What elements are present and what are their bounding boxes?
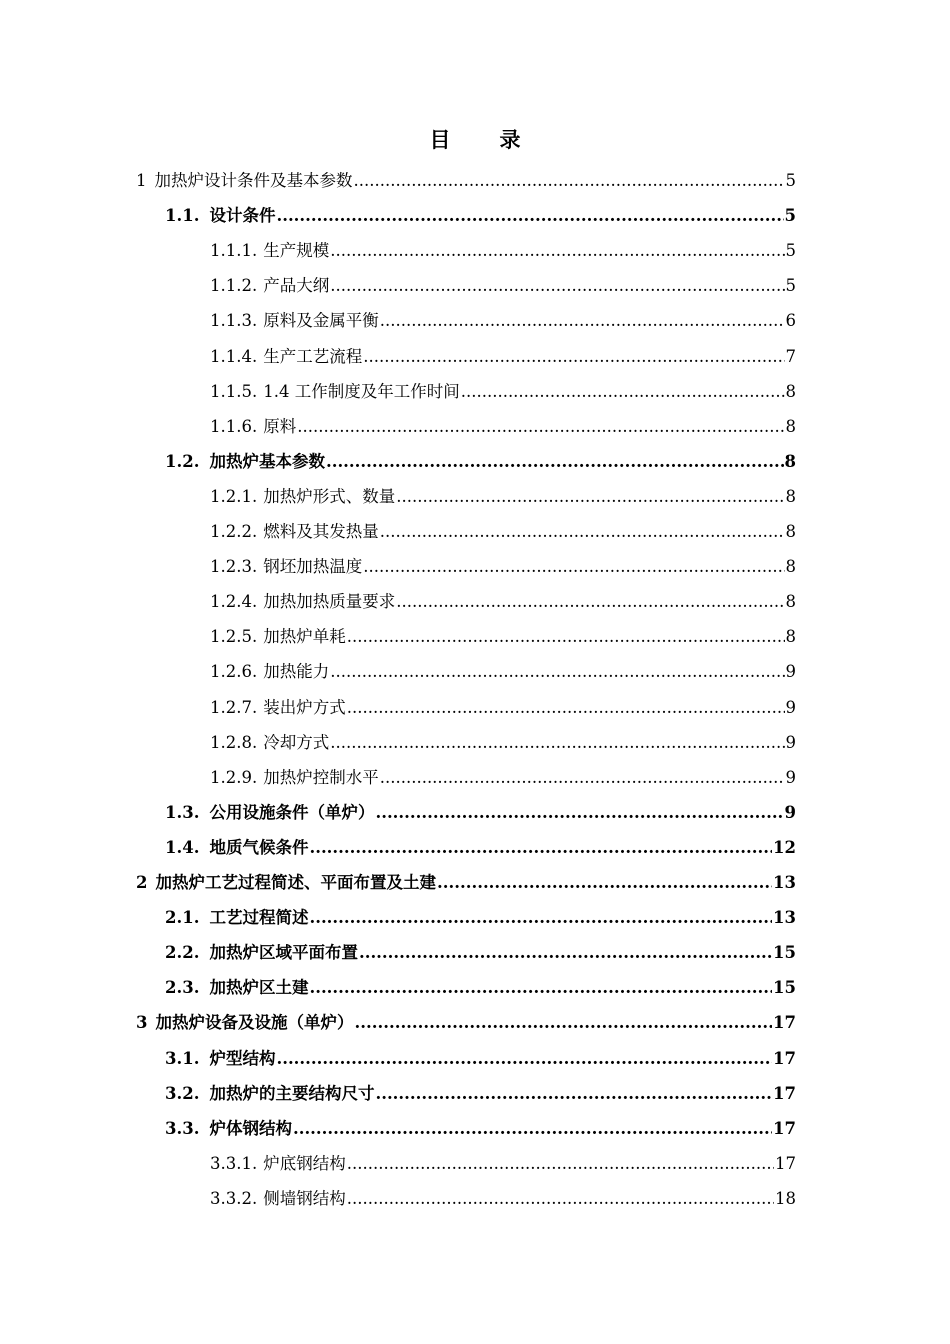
toc-entry[interactable] [165,1075,796,1105]
toc-dot-leader [330,732,784,754]
toc-dot-leader [330,275,784,297]
toc-dot-leader [363,556,784,578]
toc-entry-number: 3.1. [165,1048,200,1068]
toc-dot-leader [330,661,784,683]
toc-entry-number: 1.2.4. [210,592,258,612]
toc-entry-number: 2.1. [165,908,200,928]
toc-entry-page-number: 17 [775,1153,796,1173]
toc-entry-title: 原料 [263,416,297,436]
toc-entry-page-number: 18 [775,1188,796,1208]
toc-entry-number: 1.1.1. [210,241,258,261]
toc-entry[interactable] [210,548,796,578]
toc-dot-leader [380,767,785,789]
toc-dot-leader [359,942,772,964]
toc-entry-page-number: 8 [785,627,796,647]
toc-entry[interactable] [210,1180,796,1210]
toc-entry-title: 加热炉形式、数量 [263,486,396,506]
toc-entry-title: 原料及金属平衡 [263,311,379,331]
toc-entry-page-number: 17 [773,1048,796,1068]
toc-entry-page-number: 9 [785,662,796,682]
toc-entry-page-number: 8 [785,592,796,612]
toc-entry-number: 1.2.7. [210,697,258,717]
toc-entry-page-number: 8 [785,381,796,401]
toc-dot-leader [347,1188,774,1210]
toc-entry-title: 加热能力 [263,662,330,682]
toc-entry[interactable] [210,302,796,332]
toc-entry-page-number: 6 [785,311,796,331]
toc-entry-number: 1.1.2. [210,276,258,296]
toc-entry-page-number: 5 [785,241,796,261]
toc-entry-number: 1 [136,171,147,190]
toc-dot-leader [347,1153,774,1175]
toc-entry-title: 加热炉单耗 [263,627,346,647]
toc-entry-title: 加热加热质量要求 [263,592,396,612]
toc-entry-number: 1.2.6. [210,662,258,682]
toc-entry[interactable] [165,829,796,859]
toc-dot-leader [363,346,784,368]
toc-dot-leader [330,240,784,262]
toc-dot-leader [380,310,785,332]
toc-dot-leader [309,907,772,929]
toc-dot-leader [396,486,784,508]
toc-entry[interactable] [210,583,796,613]
toc-entry[interactable] [210,689,796,719]
toc-entry[interactable] [165,934,796,964]
toc-entry-title: 加热炉基本参数 [209,451,325,471]
toc-dot-leader [326,451,784,473]
toc-entry-number: 1.1. [165,206,200,226]
toc-entry-title: 炉型结构 [209,1048,276,1068]
toc-entry-number: 3.2. [165,1083,200,1103]
toc-entry-number: 1.2.3. [210,557,258,577]
toc-entry-number: 3 [136,1013,148,1033]
toc-entry-title: 加热炉的主要结构尺寸 [209,1083,375,1103]
toc-entry-page-number: 13 [773,873,796,892]
toc-entry-title: 燃料及其发热量 [263,522,379,541]
toc-entry[interactable] [165,197,796,227]
toc-dot-leader [380,521,785,543]
toc-entry-title: 生产工艺流程 [263,346,363,366]
toc-entry-number: 1.2.8. [210,732,258,752]
toc-entry-number: 1.3. [165,802,200,822]
toc-entry-title: 加热炉控制水平 [263,767,379,787]
toc-entry-title: 公用设施条件（单炉） [209,802,375,822]
toc-entry[interactable] [210,618,796,648]
toc-entry[interactable] [210,478,796,508]
toc-dot-leader [309,837,772,859]
toc-entry[interactable] [165,1040,796,1070]
toc-entry-number: 1.1.6. [210,416,258,436]
toc-entry-title: 生产规模 [263,241,330,261]
toc-entry-page-number: 15 [773,943,796,963]
toc-entry-number: 1.1.5. [210,381,258,401]
toc-entry-page-number: 8 [785,557,796,577]
toc-entry-title: 装出炉方式 [263,697,346,717]
toc-entry-page-number: 8 [784,451,796,471]
toc-entry[interactable] [210,373,796,403]
toc-dot-leader [354,170,785,192]
toc-entry[interactable] [136,864,796,894]
toc-entry[interactable] [210,267,796,297]
toc-entry-title: 加热炉区土建 [209,978,309,998]
toc-entry-number: 2.3. [165,978,200,998]
toc-entry[interactable] [210,724,796,754]
toc-entry[interactable] [210,759,796,789]
toc-dot-leader [437,872,772,894]
toc-dot-leader [347,626,785,648]
toc-entry-title: 加热炉区域平面布置 [209,943,358,963]
toc-entry[interactable] [136,162,796,192]
toc-entry-title: 工艺过程简述 [209,908,309,928]
toc-entry-title: 加热炉工艺过程简述、平面布置及土建 [155,873,436,892]
toc-entry-page-number: 9 [785,697,796,717]
toc-dot-leader [375,1083,772,1105]
toc-entry-page-number: 17 [773,1083,796,1103]
toc-entry[interactable] [210,232,796,262]
toc-entry-title: 侧墙钢结构 [263,1188,346,1208]
toc-entry-title: 产品大纲 [263,276,330,296]
toc-entry[interactable] [165,794,796,824]
toc-entry[interactable] [210,408,796,438]
toc-entry-page-number: 15 [773,978,796,998]
toc-entry-title: 1.4 工作制度及年工作时间 [263,381,460,401]
toc-dot-leader [347,697,785,719]
toc-dot-leader [276,205,783,227]
toc-entry-title: 加热炉设备及设施（单炉） [155,1013,354,1033]
toc-entry[interactable] [210,338,796,368]
toc-entry-number: 1.1.3. [210,311,258,331]
toc-entry-title: 炉底钢结构 [263,1153,346,1173]
toc-entry[interactable] [165,1110,796,1140]
toc-entry-page-number: 17 [773,1013,796,1033]
toc-entry-page-number: 17 [773,1118,796,1138]
toc-entry[interactable] [165,443,796,473]
toc-entry[interactable] [165,899,796,929]
toc-entry[interactable] [210,513,796,543]
toc-entry-number: 3.3.1. [210,1153,258,1173]
toc-entry-number: 1.2.9. [210,767,258,787]
toc-entry-page-number: 8 [785,486,796,506]
toc-entry-title: 炉体钢结构 [209,1118,292,1138]
toc-dot-leader [293,1118,772,1140]
toc-entry-title: 钢坯加热温度 [263,557,363,577]
toc-entry-number: 2 [136,873,148,892]
toc-entry-page-number: 5 [785,276,796,296]
toc-entry-title: 地质气候条件 [209,837,309,857]
toc-entry[interactable] [136,1004,796,1034]
toc-title: 目 录 [429,127,535,152]
toc-dot-leader [396,591,784,613]
toc-entry[interactable] [210,653,796,683]
toc-entry-page-number: 9 [784,802,796,822]
toc-dot-leader [309,977,772,999]
toc-entry-page-number: 13 [773,908,796,928]
toc-entry-page-number: 5 [785,171,796,190]
toc-entry-number: 1.4. [165,837,200,857]
toc-dot-leader [354,1012,772,1034]
toc-entry-number: 1.2.1. [210,486,258,506]
toc-entry-page-number: 5 [784,206,796,226]
toc-dot-leader [276,1048,772,1070]
toc-entry-number: 1.2. [165,451,200,471]
toc-entry-page-number: 8 [785,416,796,436]
toc-dot-leader [461,381,785,403]
toc-dot-leader [375,802,783,824]
toc-entry-page-number: 7 [785,346,796,366]
toc-entry-page-number: 9 [785,767,796,787]
toc-dot-leader [297,416,784,438]
toc-entry-page-number: 9 [785,732,796,752]
toc-entry-title: 设计条件 [209,206,276,226]
toc-entry-page-number: 8 [785,522,796,541]
toc-entry-number: 1.1.4. [210,346,258,366]
toc-entry-number: 1.2.5. [210,627,258,647]
toc-entry-title: 加热炉设计条件及基本参数 [154,171,353,190]
toc-entry-number: 2.2. [165,943,200,963]
toc-entry-number: 3.3. [165,1118,200,1138]
toc-entry[interactable] [210,1145,796,1175]
toc-entry-page-number: 12 [773,837,796,857]
toc-entry-number: 3.3.2. [210,1188,258,1208]
toc-entry-title: 冷却方式 [263,732,330,752]
toc-entry[interactable] [165,969,796,999]
toc-entry-number: 1.2.2. [210,522,258,541]
